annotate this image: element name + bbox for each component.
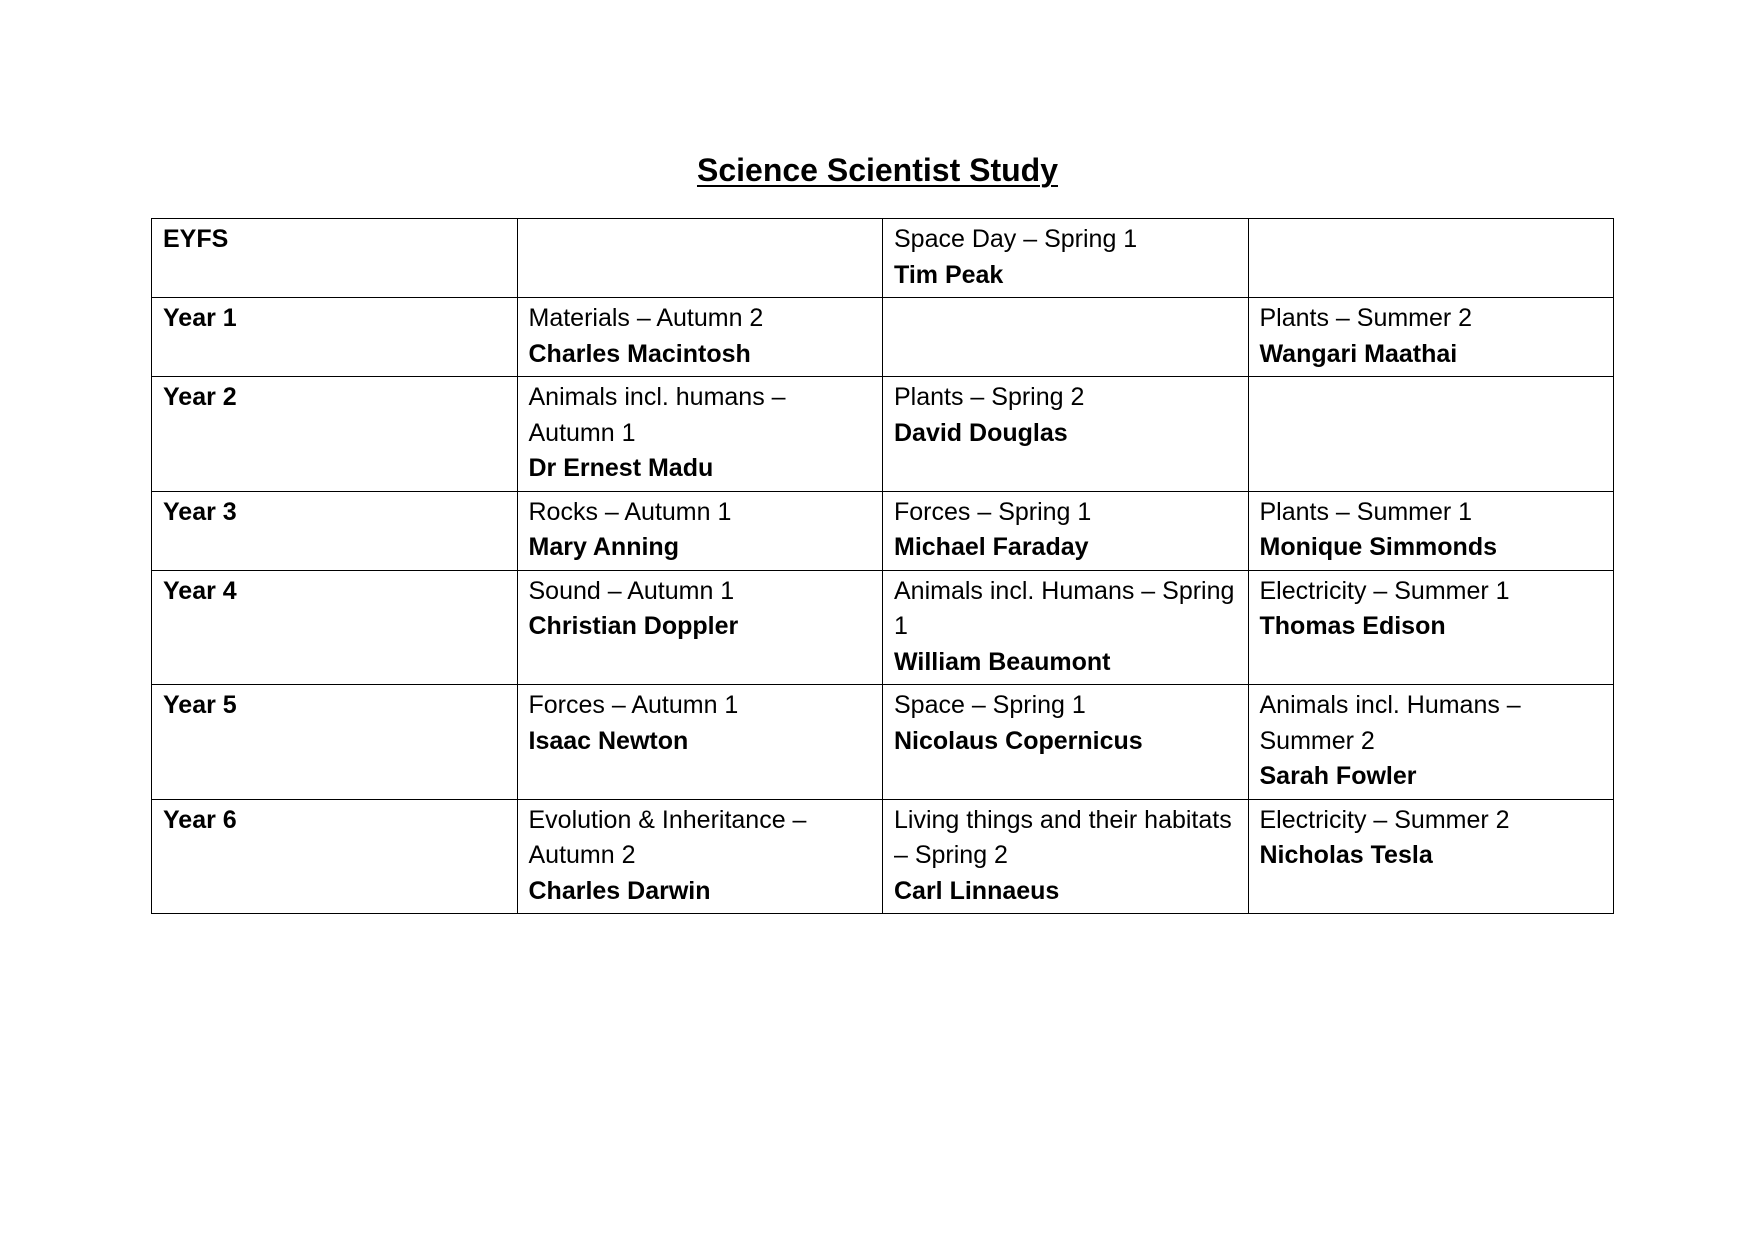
scientist-name: Monique Simmonds (1259, 533, 1497, 561)
table-cell (1248, 799, 1614, 914)
scientist-name: Nicolaus Copernicus (894, 726, 1143, 755)
topic-text: Animals incl. Humans – Summer 2 (1259, 691, 1521, 755)
table-cell (1248, 219, 1614, 298)
scientist-name: William Beaumont (894, 647, 1111, 676)
scientist-name: Tim Peak (894, 260, 1004, 289)
table-cell (883, 799, 1249, 914)
table-cell (1248, 491, 1614, 570)
topic-text: Electricity – Summer 2 (1259, 805, 1510, 834)
row-label: EYFS (152, 219, 518, 298)
page-title: Science Scientist Study (696, 152, 1058, 188)
scientist-name: David Douglas (894, 418, 1068, 447)
table-cell (883, 219, 1249, 298)
scientist-name: Nicholas Tesla (1259, 841, 1433, 869)
row-label: Year 6 (152, 799, 518, 914)
scientist-name: Dr Ernest Madu (528, 454, 714, 482)
topic-text: Plants – Summer 2 (1259, 304, 1473, 332)
table-row-year-3 (152, 491, 1614, 570)
table-cell (517, 685, 883, 800)
table-cell (517, 491, 883, 570)
scientist-name: Thomas Edison (1259, 612, 1446, 640)
row-label: Year 2 (152, 377, 518, 492)
scientist-name: Christian Doppler (528, 612, 739, 640)
table-cell (883, 685, 1249, 800)
topic-text: Evolution & Inheritance – Autumn 2 (528, 805, 807, 869)
table-cell (883, 377, 1249, 492)
topic-text: Animals incl. Humans – Spring 1 (894, 576, 1235, 640)
scientist-name: Charles Darwin (528, 876, 711, 905)
topic-text: Forces – Spring 1 (894, 497, 1092, 526)
topic-text: Plants – Summer 1 (1259, 497, 1473, 526)
topic-text: Materials – Autumn 2 (528, 304, 764, 332)
table-row-year-4 (152, 570, 1614, 685)
topic-text: Animals incl. humans – Autumn 1 (528, 383, 786, 447)
scientist-name: Charles Macintosh (528, 339, 751, 368)
table-row-eyfs (152, 219, 1614, 298)
table-cell (1248, 685, 1614, 800)
table-cell (517, 377, 883, 492)
table-cell (1248, 298, 1614, 377)
table-cell (517, 219, 883, 298)
topic-text: Plants – Spring 2 (894, 383, 1085, 411)
scientist-name: Michael Faraday (894, 533, 1089, 561)
table-cell (883, 570, 1249, 685)
topic-text: Space Day – Spring 1 (894, 225, 1138, 253)
table-row-year-2 (152, 377, 1614, 492)
table-cell (517, 298, 883, 377)
topic-text: Electricity – Summer 1 (1259, 576, 1510, 605)
row-label: Year 5 (152, 685, 518, 800)
scientist-name: Isaac Newton (528, 726, 689, 755)
scientist-name: Wangari Maathai (1259, 339, 1458, 368)
row-label: Year 1 (152, 298, 518, 377)
table-cell (1248, 377, 1614, 492)
scientist-name: Mary Anning (528, 533, 679, 561)
row-label: Year 3 (152, 491, 518, 570)
row-label: Year 4 (152, 570, 518, 685)
table-cell (883, 298, 1249, 377)
topic-text: Forces – Autumn 1 (528, 691, 739, 719)
scientist-study-table (151, 218, 1614, 914)
scientist-name: Carl Linnaeus (894, 876, 1060, 905)
topic-text: Rocks – Autumn 1 (528, 497, 732, 526)
topic-text: Space – Spring 1 (894, 691, 1086, 719)
scientist-name: Sarah Fowler (1259, 762, 1417, 790)
topic-text: Living things and their habitats – Spring 2 (894, 805, 1232, 869)
table-cell (517, 570, 883, 685)
table-cell (517, 799, 883, 914)
topic-text: Sound – Autumn 1 (528, 576, 735, 605)
table-row-year-6 (152, 799, 1614, 914)
table-row-year-1 (152, 298, 1614, 377)
table-row-year-5 (152, 685, 1614, 800)
table-cell (1248, 570, 1614, 685)
table-cell (883, 491, 1249, 570)
